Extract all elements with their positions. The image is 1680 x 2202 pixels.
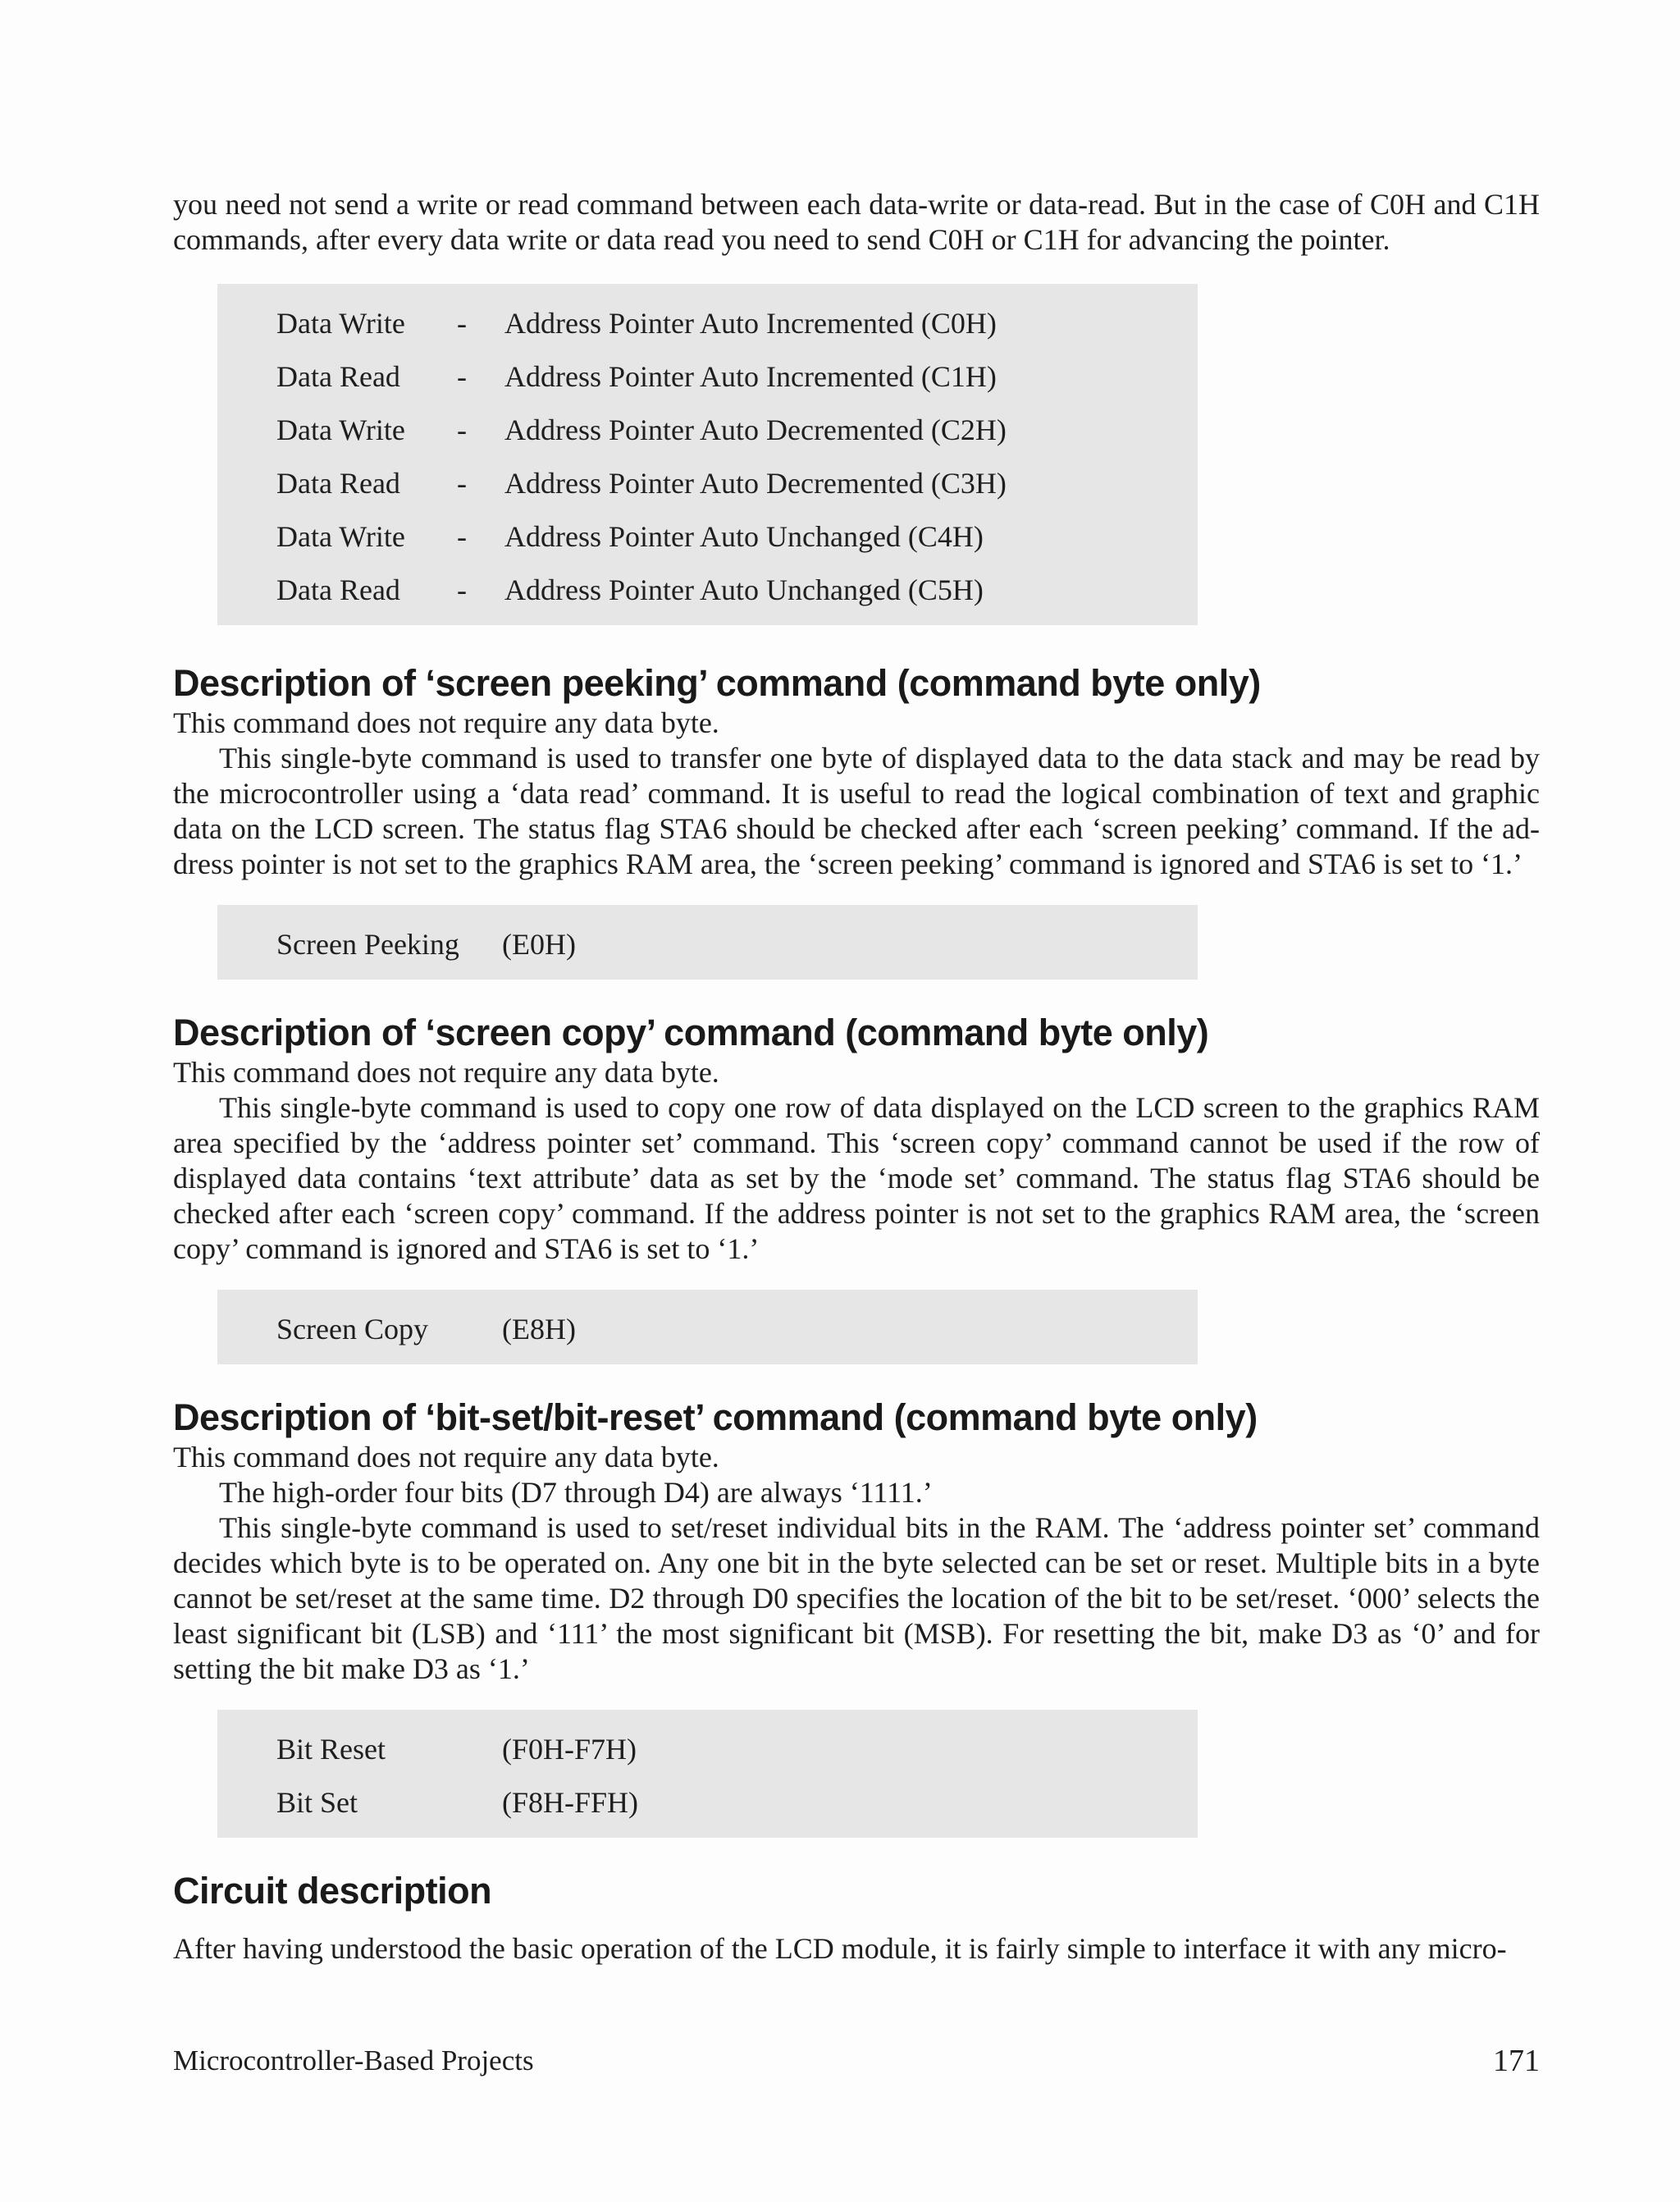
table-row xyxy=(276,350,1198,404)
op-cell: Data Write xyxy=(276,307,405,340)
table-row xyxy=(276,510,1198,564)
circuit-description-body: After having understood the basic operation of the LCD module, it is fairly simple to interface it with any micro- xyxy=(173,1932,1507,1965)
bit-set-reset-command-box xyxy=(217,1710,1198,1838)
table-row xyxy=(276,564,1198,617)
page-content xyxy=(173,187,1540,1967)
bit-set-reset-high-bits: The high-order four bits (D7 through D4) are always ‘1111.’ xyxy=(219,1476,933,1509)
command-code: (F8H-FFH) xyxy=(502,1786,639,1819)
command-code: (F0H-F7H) xyxy=(502,1733,637,1766)
table-row xyxy=(276,1303,1198,1356)
desc-cell: Address Pointer Auto Decremented (C3H) xyxy=(504,467,1007,500)
screen-peeking-heading: Description of ‘screen peeking’ command (command byte only) xyxy=(173,662,1261,704)
bit-set-reset-heading: Description of ‘bit-set/bit-reset’ command (command byte only) xyxy=(173,1396,1258,1438)
command-name: Bit Set xyxy=(276,1786,358,1819)
screen-peeking-note: This command does not require any data byte. xyxy=(173,706,719,739)
desc-cell: Address Pointer Auto Unchanged (C5H) xyxy=(504,573,984,606)
command-name: Screen Copy xyxy=(276,1313,428,1345)
sep-cell: - xyxy=(457,307,467,340)
sep-cell: - xyxy=(457,467,467,500)
table-row xyxy=(276,1723,1198,1776)
op-cell: Data Write xyxy=(276,520,405,553)
bit-set-reset-note: This command does not require any data byte. xyxy=(173,1441,719,1473)
op-cell: Data Read xyxy=(276,360,400,393)
page-footer xyxy=(173,2043,1540,2079)
table-row xyxy=(276,918,1198,971)
sep-cell: - xyxy=(457,573,467,606)
screen-copy-heading: Description of ‘screen copy’ command (command byte only) xyxy=(173,1012,1209,1053)
table-row xyxy=(276,457,1198,510)
sep-cell: - xyxy=(457,360,467,393)
screen-peeking-command-box xyxy=(217,905,1198,980)
table-row xyxy=(276,404,1198,457)
sep-cell: - xyxy=(457,520,467,553)
intro-paragraph: you need not send a write or read command between each data-write or data-read. But in the case of C0H and C1H commands, after every data write or data read you need to send C0H or C1H for advancing the pointer. xyxy=(173,188,1540,256)
table-row xyxy=(276,297,1198,350)
screen-copy-note: This command does not require any data byte. xyxy=(173,1056,719,1089)
op-cell: Data Read xyxy=(276,573,400,606)
circuit-description-heading: Circuit description xyxy=(173,1870,492,1912)
op-cell: Data Write xyxy=(276,413,405,446)
footer-book-title: Microcontroller-Based Projects xyxy=(173,2044,534,2076)
command-code: (E0H) xyxy=(502,928,576,961)
desc-cell: Address Pointer Auto Incremented (C1H) xyxy=(504,360,997,393)
page-number: 171 xyxy=(1493,2044,1540,2078)
table-row xyxy=(276,1776,1198,1830)
screen-peeking-body: This single-byte command is used to transfer one byte of displayed data to the data stack and may be read by the microcontroller using a ‘data read’ command. It is useful to read the logical combination of text and graphic data on the LCD screen. The status flag STA6 should be checked after each ‘screen peeking’ command. If the ad-dress pointer is not set to the graphics RAM area, the ‘screen peeking’ command is ignored and STA6 is set to ‘1.’ xyxy=(173,742,1540,880)
command-code: (E8H) xyxy=(502,1313,576,1345)
desc-cell: Address Pointer Auto Decremented (C2H) xyxy=(504,413,1007,446)
screen-copy-command-box xyxy=(217,1290,1198,1364)
screen-copy-body: This single-byte command is used to copy one row of data displayed on the LCD screen to the graphics RAM area specified by the ‘address pointer set’ command. This ‘screen copy’ command cannot be used if the row of displayed data contains ‘text attribute’ data as set by the ‘mode set’ command. The status flag STA6 should be checked after each ‘screen copy’ command. If the address pointer is not set to the graphics RAM area, the ‘screen copy’ command is ignored and STA6 is set to ‘1.’ xyxy=(173,1091,1540,1265)
op-cell: Data Read xyxy=(276,467,400,500)
desc-cell: Address Pointer Auto Incremented (C0H) xyxy=(504,307,997,340)
sep-cell: - xyxy=(457,413,467,446)
bit-set-reset-body: This single-byte command is used to set/reset individual bits in the RAM. The ‘address pointer set’ command decides which byte is to be operated on. Any one bit in the byte selected can be set or reset. Multiple bits in a byte cannot be set/reset at the same time. D2 through D0 specifies the location of the bit to be set/reset. ‘000’ selects the least significant bit (LSB) and ‘111’ the most significant bit (MSB). For resetting the bit, make D3 as ‘0’ and for setting the bit make D3 as ‘1.’ xyxy=(173,1511,1540,1685)
desc-cell: Address Pointer Auto Unchanged (C4H) xyxy=(504,520,984,553)
command-name: Bit Reset xyxy=(276,1733,386,1766)
data-rw-command-table xyxy=(217,284,1198,625)
command-name: Screen Peeking xyxy=(276,928,459,961)
